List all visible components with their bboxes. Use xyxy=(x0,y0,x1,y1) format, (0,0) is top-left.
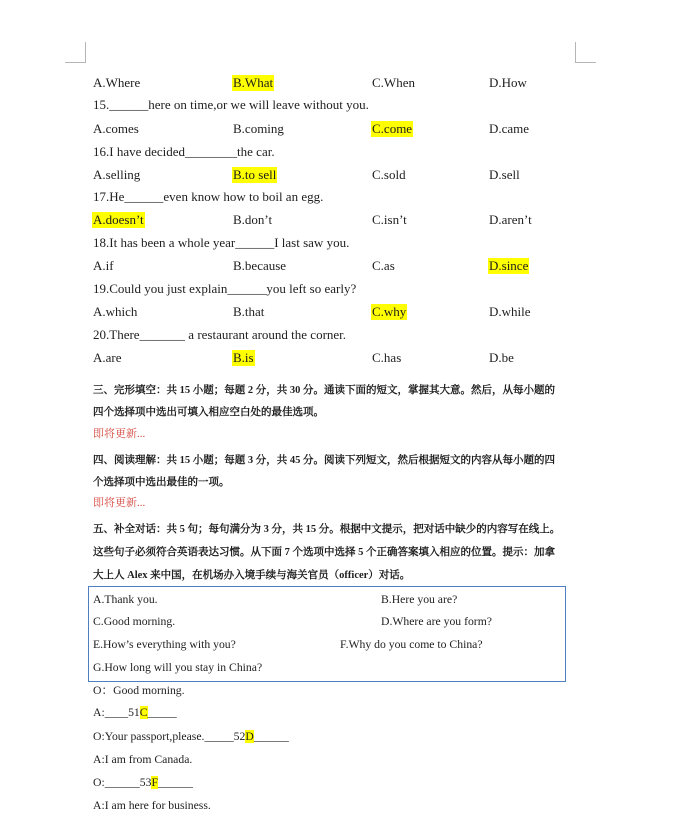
option-d: D.sell xyxy=(489,167,520,182)
option-b: B.coming xyxy=(233,121,284,136)
option-d: D.while xyxy=(489,304,531,319)
option-c: C.come xyxy=(372,121,413,136)
dialogue-choices-box xyxy=(88,586,566,682)
question-stem-19: 19.Could you just explain______you left so early? xyxy=(93,281,357,296)
choice-f: F.Why do you come to China? xyxy=(340,638,483,651)
option-a: A.selling xyxy=(93,167,141,182)
crop-mark-top-left xyxy=(85,42,86,63)
dialogue-line-2 xyxy=(93,705,493,721)
crop-mark-top-left xyxy=(65,62,86,63)
section4-instructions-line: 四、阅读理解：共 15 小题；每题 3 分，共 45 分。阅读下列短文，然后根据短文的内容从每小题的四 xyxy=(93,455,555,466)
dialogue-answer: C xyxy=(139,706,148,719)
option-b: B.don’t xyxy=(233,212,273,227)
dialogue-line-3 xyxy=(93,729,493,745)
choice-g: G.How long will you stay in China? xyxy=(93,661,263,674)
choice-a: A.Thank you. xyxy=(93,593,158,606)
option-c: C.When xyxy=(372,75,415,90)
option-a: A.are xyxy=(93,350,122,365)
option-d: D.How xyxy=(489,75,527,90)
question-stem-20: 20.There_______ a restaurant around the corner. xyxy=(93,327,347,342)
section5-instructions-line: 五、补全对话：共 5 句；每句满分为 3 分，共 15 分。根据中文提示，把对话中缺少的内容写在线上。 xyxy=(93,524,561,535)
option-b: B.that xyxy=(233,304,265,319)
dialogue-blank-prefix: O:Your passport,please._____52 xyxy=(93,730,246,743)
options-row-q20 xyxy=(93,350,573,366)
option-c: C.as xyxy=(372,258,395,273)
crop-mark-top-right xyxy=(575,42,576,63)
option-d: D.since xyxy=(489,258,529,273)
option-a: A.if xyxy=(93,258,114,273)
option-c: C.sold xyxy=(372,167,406,182)
option-a: A.which xyxy=(93,304,138,319)
section3-update-notice: 即将更新... xyxy=(93,428,146,440)
option-b: B.to sell xyxy=(233,167,277,182)
question-stem-17: 17.He______even know how to boil an egg. xyxy=(93,189,324,204)
option-b: B.What xyxy=(233,75,274,90)
question-stem-18: 18.It has been a whole year______I last saw you. xyxy=(93,235,350,250)
section4-update-notice: 即将更新... xyxy=(93,497,146,509)
options-row-q14 xyxy=(93,75,573,91)
question-stem-16: 16.I have decided________the car. xyxy=(93,144,275,159)
section5-instructions-line: 这些句子必须符合英语表达习惯。从下面 7 个选项中选择 5 个正确答案填入相应的位置。提示：加拿 xyxy=(93,547,555,558)
options-row-q17 xyxy=(93,212,573,228)
options-row-q19 xyxy=(93,304,573,320)
section3-instructions-line: 四个选择项中选出可填入相应空白处的最佳选项。 xyxy=(93,407,324,418)
dialogue-answer: F xyxy=(151,776,158,789)
option-d: D.came xyxy=(489,121,530,136)
option-a: A.doesn’t xyxy=(93,212,144,227)
choice-c: C.Good morning. xyxy=(93,615,176,628)
dialogue-line-5 xyxy=(93,775,493,791)
option-c: C.why xyxy=(372,304,407,319)
choice-d: D.Where are you form? xyxy=(381,615,492,628)
question-stem-15: 15.______here on time,or we will leave without you. xyxy=(93,97,369,112)
section5-instructions-line: 大上人 Alex 来中国，在机场办入境手续与海关官员（officer）对话。 xyxy=(93,570,411,581)
section4-instructions-line: 个选择项中选出最佳的一项。 xyxy=(93,477,230,488)
dialogue-blank-prefix: A:____51 xyxy=(93,706,140,719)
dialogue-line-1: O：Good morning. xyxy=(93,684,185,697)
option-d: D.be xyxy=(489,350,514,365)
dialogue-answer: D xyxy=(245,730,254,743)
options-row-q18 xyxy=(93,258,573,274)
dialogue-blank-suffix: ______ xyxy=(157,776,194,789)
option-a: A.comes xyxy=(93,121,139,136)
dialogue-blank-suffix: ______ xyxy=(253,730,289,743)
options-row-q16 xyxy=(93,167,573,183)
crop-mark-top-right xyxy=(575,62,596,63)
section3-instructions-line: 三、完形填空：共 15 小题；每题 2 分，共 30 分。通读下面的短文，掌握其大意。然后，从每小题的 xyxy=(93,385,555,396)
dialogue-blank-suffix: _____ xyxy=(147,706,177,719)
option-c: C.isn’t xyxy=(372,212,407,227)
dialogue-blank-prefix: O:______53 xyxy=(93,776,152,789)
option-a: A.Where xyxy=(93,75,141,90)
option-c: C.has xyxy=(372,350,402,365)
dialogue-line-6: A:I am here for business. xyxy=(93,799,211,812)
options-row-q15 xyxy=(93,121,573,137)
option-d: D.aren’t xyxy=(489,212,532,227)
dialogue-line-4: A:I am from Canada. xyxy=(93,753,193,766)
choice-b: B.Here you are? xyxy=(381,593,458,606)
choice-e: E.How’s everything with you? xyxy=(93,638,236,651)
option-b: B.is xyxy=(233,350,254,365)
option-b: B.because xyxy=(233,258,287,273)
